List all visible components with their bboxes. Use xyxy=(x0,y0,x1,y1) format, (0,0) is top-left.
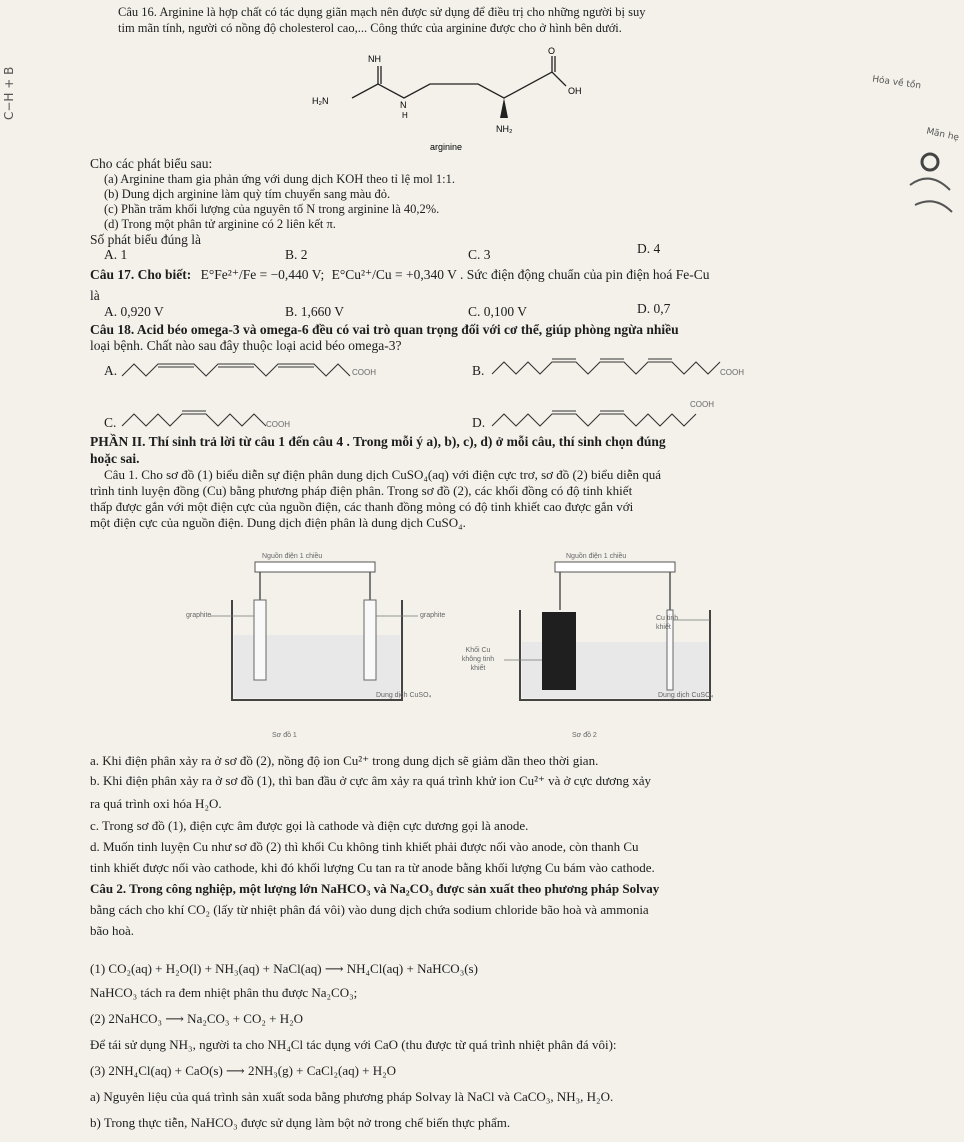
c1-item-b2: ra quá trình oxi hóa H₂O. xyxy=(90,796,222,811)
structure-caption: arginine xyxy=(430,142,463,152)
c2-eq3: (3) 2NH₄Cl(aq) + CaO(s) ⟶ 2NH₃(g) + CaCl₂(aq) + H₂O xyxy=(90,1063,397,1078)
q17-option-b[interactable]: B. 1,660 V xyxy=(285,304,345,319)
q17-line2: là xyxy=(90,288,100,303)
diagram2-power: Nguồn điện 1 chiều xyxy=(566,553,627,560)
diagram1-left: graphite xyxy=(186,612,212,619)
diagram-2 xyxy=(480,540,770,740)
label-nh2: NH₂ xyxy=(496,124,513,134)
label-nh: NH xyxy=(368,54,381,64)
diagram1-caption: Sơ đồ 1 xyxy=(272,732,297,739)
c1-item-c: c. Trong sơ đồ (1), điện cực âm được gọi là cathode và điện cực dương gọi là anode. xyxy=(90,818,529,833)
c2-line1: Câu 2. Trong công nghiệp, một lượng lớn NaHCO₃ và Na₂CO₃ được sản xuất theo phương pháp Solvay xyxy=(90,881,660,896)
q16-option-c[interactable]: C. 3 xyxy=(468,247,491,262)
q17-e2: E°Cu²⁺/Cu = +0,340 V xyxy=(331,267,457,282)
c2-item-b: b) Trong thực tiễn, NaHCO₃ được sử dụng làm bột nở trong chế biến thực phẩm. xyxy=(90,1115,511,1130)
q16-statement-c: (c) Phần trăm khối lượng của nguyên tố N trong arginine là 40,2%. xyxy=(104,202,440,216)
arginine-structure xyxy=(290,44,630,154)
c1-line1: Câu 1. Cho sơ đồ (1) biểu diễn sự điện phân dung dịch CuSO₄(aq) với điện cực trơ, sơ đồ (2) biểu diễn quá xyxy=(104,467,662,482)
q18-option-c[interactable]: C. xyxy=(104,415,117,430)
q18-structure-c xyxy=(120,402,270,432)
q17-option-d[interactable]: D. 0,7 xyxy=(637,301,671,316)
q16-statement-a: (a) Arginine tham gia phản ứng với dung dịch KOH theo tỉ lệ mol 1:1. xyxy=(104,172,455,186)
label-h: H xyxy=(402,111,408,120)
c2-line3: bão hoà. xyxy=(90,923,135,938)
diagram2-solution: Dung dịch CuSO₄ xyxy=(658,692,714,699)
c1-line2: trình tinh luyện đồng (Cu) bằng phương pháp điện phân. Trong sơ đồ (2), các khối đồng có độ tinh khiết xyxy=(90,483,633,498)
q18-a-cooh: COOH xyxy=(352,368,376,377)
c1-item-d2: tinh khiết được nối vào cathode, khi đó khối lượng Cu tan ra từ anode bằng khối lượng Cu bám vào cathode. xyxy=(90,860,655,875)
diagram1-solution: Dung dịch CuSO₄ xyxy=(376,692,432,699)
q16-line2: tim mãn tính, người có nồng độ cholesterol cao,... Công thức của arginine được cho ở hình bên dưới. xyxy=(118,21,622,35)
q18-line1: Câu 18. Acid béo omega-3 và omega-6 đều có vai trò quan trọng đối với cơ thể, giúp phòng ngừa nhiều xyxy=(90,322,679,337)
right-margin-note-2: Mãn hẹ xyxy=(925,126,960,144)
c1-line4: một điện cực của nguồn điện. Dung dịch điện phân là dung dịch CuSO₄. xyxy=(90,515,466,530)
q18-b-cooh: COOH xyxy=(720,368,744,377)
diagram2-rod: Cu tinh khiết xyxy=(656,615,679,631)
part2-title2: hoặc sai. xyxy=(90,451,140,466)
doodle-icon xyxy=(900,140,960,230)
c1-line3: thấp được gắn với một điện cực của nguồn điện, các thanh đồng mỏng có độ tinh khiết cao được gắn với xyxy=(90,499,634,514)
left-margin-note: C−H + B xyxy=(2,66,16,120)
label-n: N xyxy=(400,100,407,110)
c2-eq1: (1) CO₂(aq) + H₂O(l) + NH₃(aq) + NaCl(aq) ⟶ NH₄Cl(aq) + NaHCO₃(s) xyxy=(90,961,478,976)
q18-option-b[interactable]: B. xyxy=(472,363,485,378)
q17-suffix: . Sức điện động chuẩn của pin điện hoá Fe-Cu xyxy=(460,267,710,282)
c1-item-a: a. Khi điện phân xảy ra ở sơ đồ (2), nồng độ ion Cu²⁺ trong dung dịch sẽ giảm dần theo thời gian. xyxy=(90,753,599,768)
c2-line2: bằng cách cho khí CO₂ (lấy từ nhiệt phân đá vôi) vào dung dịch chứa sodium chloride bão hoà và ammonia xyxy=(90,902,649,917)
q18-option-d[interactable]: D. xyxy=(472,415,486,430)
q18-structure-a xyxy=(120,352,360,382)
q17-e1: E°Fe²⁺/Fe = −0,440 V; xyxy=(200,267,325,282)
label-h2n: H₂N xyxy=(312,96,329,106)
q16-option-d[interactable]: D. 4 xyxy=(637,241,661,256)
q16-ask: Số phát biểu đúng là xyxy=(90,232,201,247)
c2-line5: NaHCO₃ tách ra đem nhiệt phân thu được Na₂CO₃; xyxy=(90,985,358,1000)
label-oh: OH xyxy=(568,86,582,96)
q17-option-a[interactable]: A. 0,920 V xyxy=(104,304,164,319)
q18-c-cooh: COOH xyxy=(266,420,290,429)
c1-item-b: b. Khi điện phân xảy ra ở sơ đồ (1), thì ban đầu ở cực âm xảy ra quá trình khử ion Cu²⁺ và ở cực dương xảy xyxy=(90,773,652,788)
q18-d-cooh: COOH xyxy=(690,400,714,409)
q17-line1 xyxy=(90,266,710,283)
q16-option-b[interactable]: B. 2 xyxy=(285,247,308,262)
diagram2-block: Khối Cu không tinh khiết xyxy=(461,647,495,672)
q17-option-c[interactable]: C. 0,100 V xyxy=(468,304,528,319)
part2-title: PHẦN II. Thí sinh trả lời từ câu 1 đến câu 4 . Trong mỗi ý a), b), c), d) ở mỗi câu, thí sinh chọn đúng xyxy=(90,434,666,449)
label-o: O xyxy=(548,46,556,56)
q16-intro: Cho các phát biểu sau: xyxy=(90,156,213,171)
right-margin-note-1: Hóa về tồn xyxy=(871,74,922,92)
c1-item-d: d. Muốn tinh luyện Cu như sơ đồ (2) thì khối Cu không tinh khiết phải được nối vào anode, còn thanh Cu xyxy=(90,839,639,854)
q18-line2: loại bệnh. Chất nào sau đây thuộc loại acid béo omega-3? xyxy=(90,338,402,353)
q18-structure-b xyxy=(490,350,730,380)
c2-eq2: (2) 2NaHCO₃ ⟶ Na₂CO₃ + CO₂ + H₂O xyxy=(90,1011,304,1026)
diagram2-caption: Sơ đồ 2 xyxy=(572,732,597,739)
q18-structure-d xyxy=(490,402,710,432)
q16-statement-d: (d) Trong một phân tử arginine có 2 liên kết π. xyxy=(104,217,336,231)
q18-option-a[interactable]: A. xyxy=(104,363,118,378)
c2-line7: Để tái sử dụng NH₃, người ta cho NH₄Cl tác dụng với CaO (thu được từ quá trình nhiệt phân đá vôi): xyxy=(90,1037,617,1052)
diagram1-power: Nguồn điện 1 chiều xyxy=(262,553,323,560)
q16-option-a[interactable]: A. 1 xyxy=(104,247,128,262)
diagram1-right: graphite xyxy=(420,612,446,619)
q16-statement-b: (b) Dung dịch arginine làm quỳ tím chuyển sang màu đỏ. xyxy=(104,187,391,201)
q16-line1: Câu 16. Arginine là hợp chất có tác dụng giãn mạch nên được sử dụng để điều trị cho những người bị suy xyxy=(118,5,646,19)
q17-prefix: Câu 17. Cho biết: xyxy=(90,267,192,282)
c2-item-a: a) Nguyên liệu của quá trình sản xuất soda bằng phương pháp Solvay là NaCl và CaCO₃, NH₃, H₂O. xyxy=(90,1089,614,1104)
diagram-1 xyxy=(180,540,460,740)
